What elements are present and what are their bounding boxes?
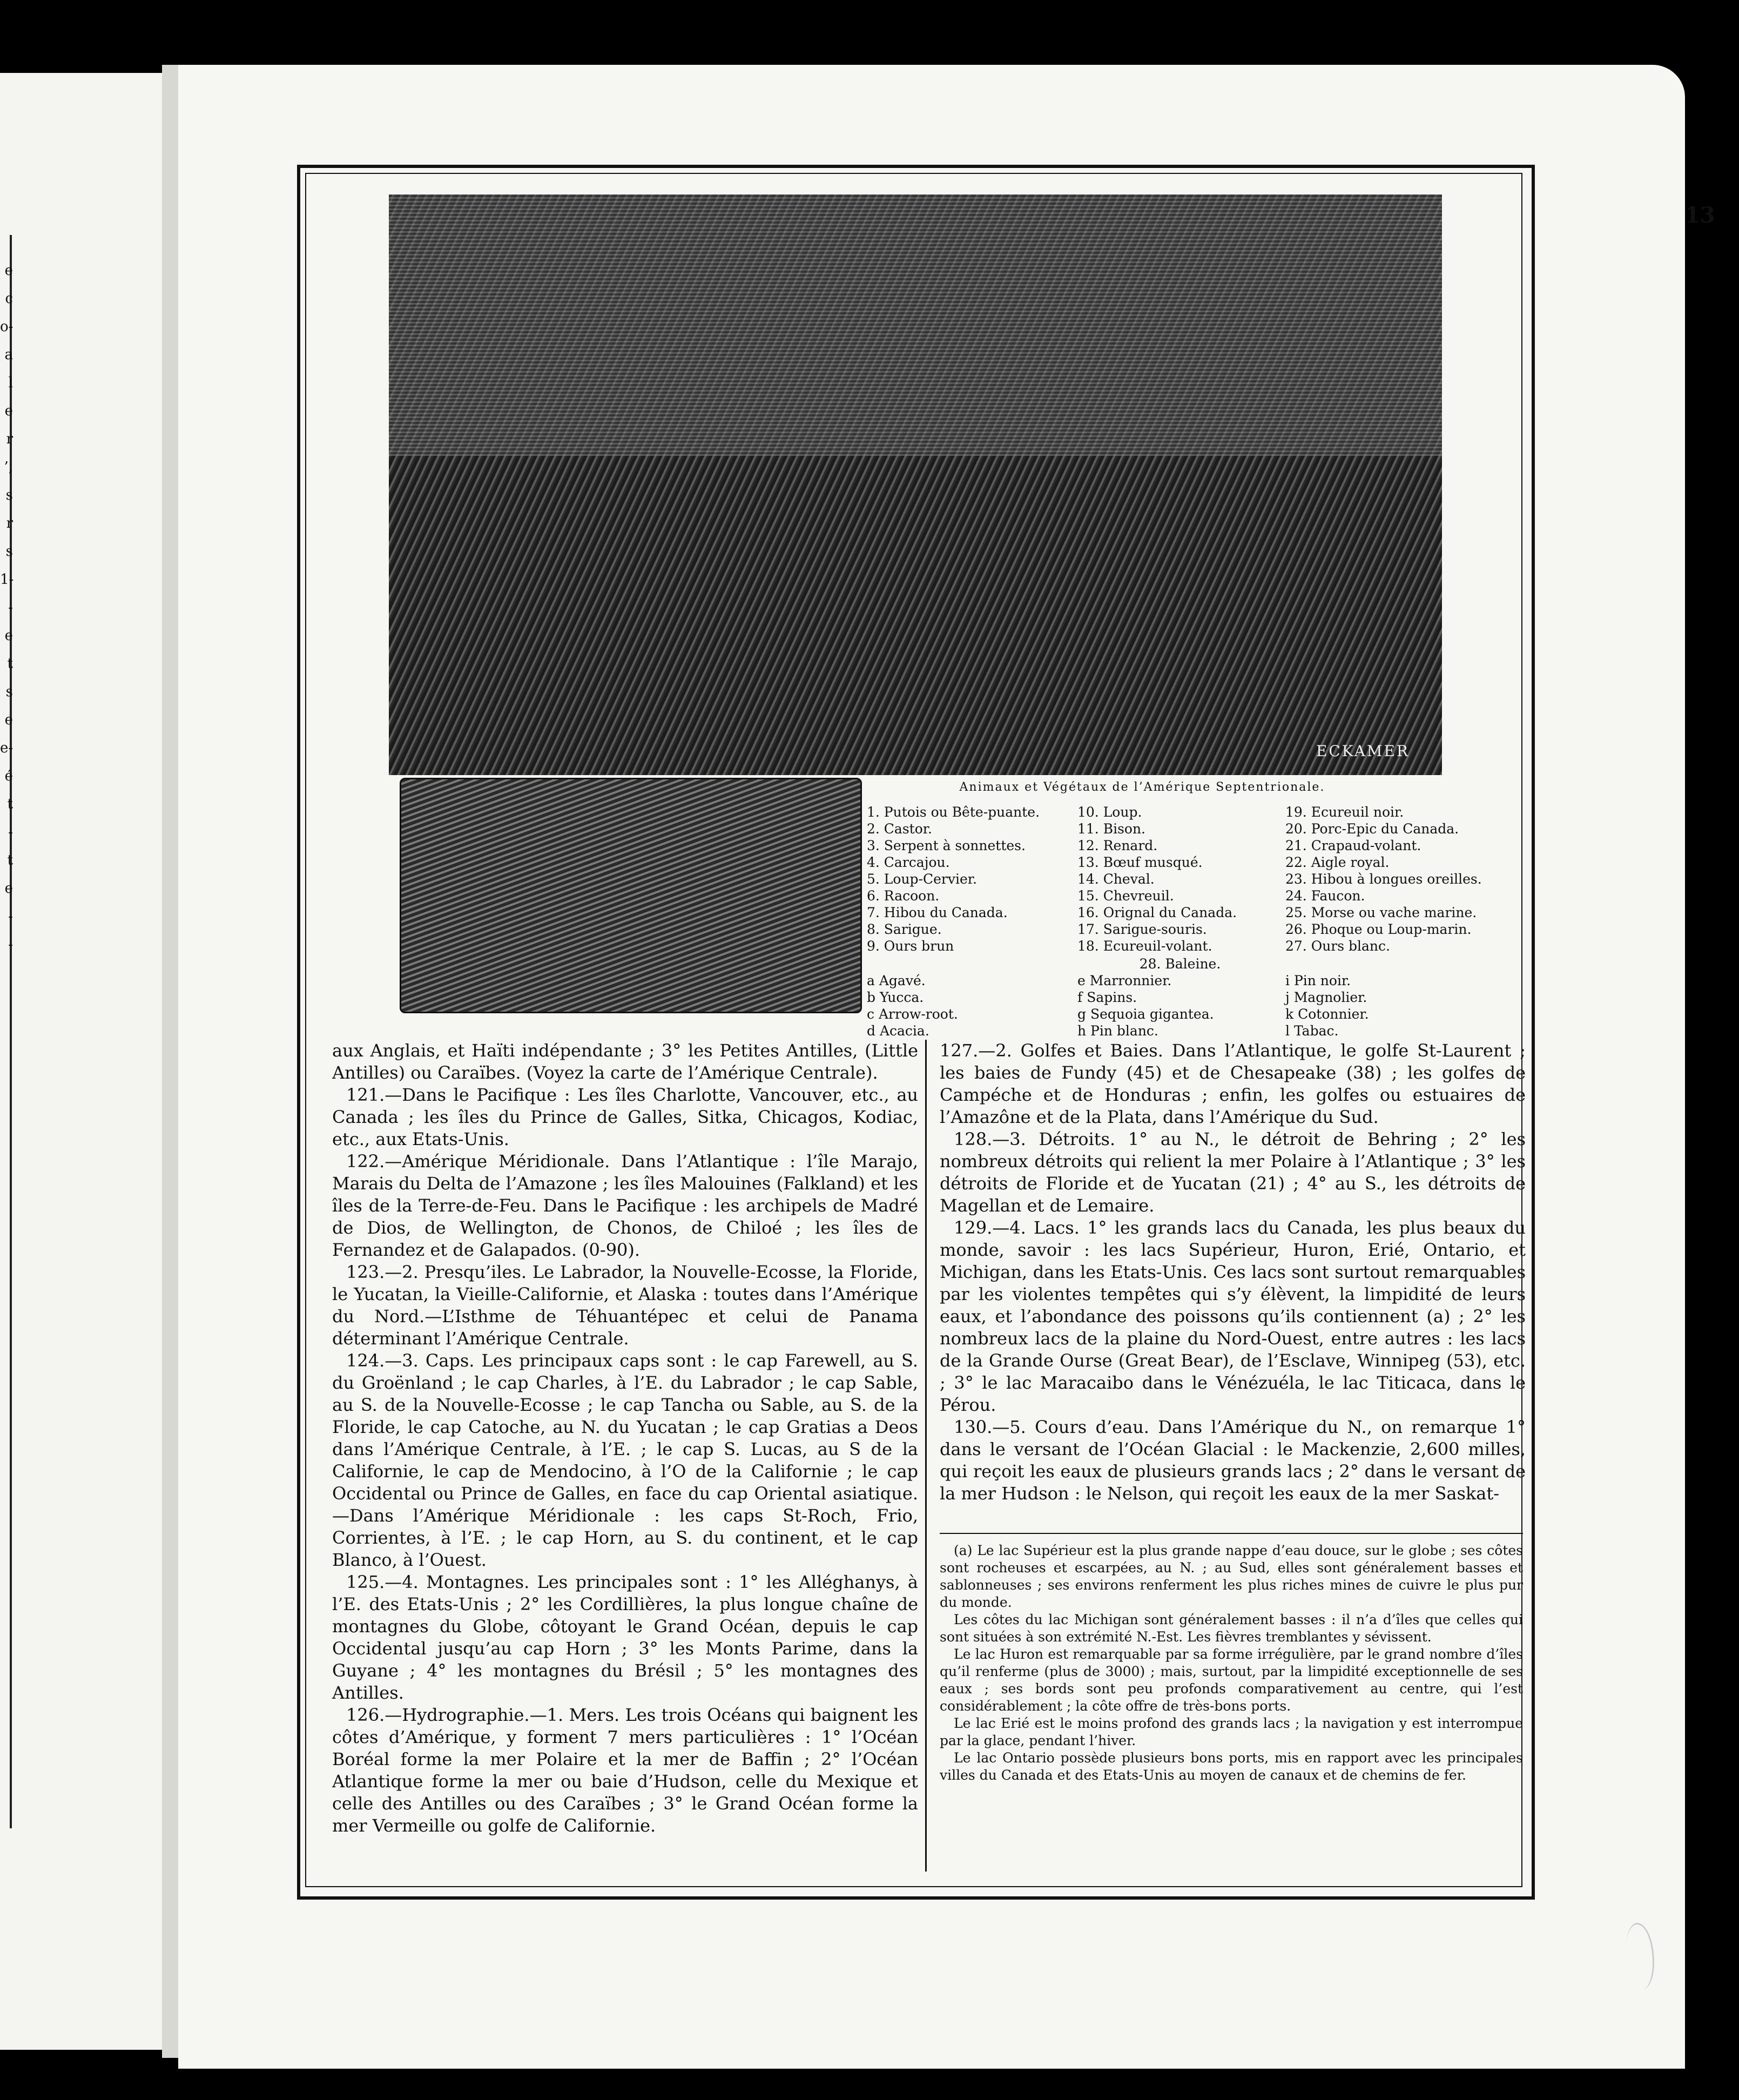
legend-center-item: 28. Baleine.: [1139, 956, 1221, 972]
legend-item: 3. Serpent à sonnettes.: [867, 838, 1026, 853]
legend-item: 6. Racoon.: [867, 888, 940, 904]
plant-item: h Pin blanc.: [1077, 1023, 1158, 1039]
engraving-illustration: [389, 194, 1442, 775]
plant-item: k Cotonnier.: [1285, 1006, 1369, 1022]
inset-illustration-arctic: [400, 778, 862, 1013]
legend-item: 25. Morse ou vache marine.: [1285, 905, 1477, 920]
legend-col-2: [1077, 804, 1237, 954]
legend-item: 12. Renard.: [1077, 838, 1158, 853]
left-page-letter: é: [4, 768, 13, 784]
left-page-letter: -: [8, 937, 13, 953]
footnote: Le lac Ontario possède plusieurs bons ports, mis en rapport avec les principales villes du Canada et des Etats-Unis au moyen de canaux et de chemins de fer.: [940, 1750, 1523, 1783]
plants-col-3: [1285, 972, 1369, 1039]
left-page-letter: 1-: [0, 571, 14, 588]
plants-col-1: [867, 972, 958, 1039]
legend-item: 26. Phoque ou Loup-marin.: [1285, 921, 1472, 937]
paragraph: 122.—Amérique Méridionale. Dans l’Atlantique : l’île Marajo, Marais du Delta de l’Amazone ; les îles Malouines (Falkland) et les îles de la Terre-de-Feu. Dans le Pacifique : les archipels de Madré de Dios, de Wellington, de Chonos, de Chiloé ; les îles de Fernandez et de Galapados. (0-90).: [332, 1151, 918, 1260]
plant-item: b Yucca.: [867, 990, 924, 1005]
legend-item: 11. Bison.: [1077, 821, 1146, 837]
paragraph: aux Anglais, et Haïti indépendante ; 3° les Petites Antilles, (Little Antilles) ou Caraïbes. (Voyez la carte de l’Amérique Centrale).: [332, 1040, 918, 1083]
legend-col-1: [867, 804, 1040, 954]
legend-item: 23. Hibou à longues oreilles.: [1285, 871, 1482, 887]
left-page-letter: r: [6, 515, 13, 531]
left-page-letter: s: [5, 487, 13, 503]
legend-item: 22. Aigle royal.: [1285, 854, 1390, 870]
paragraph: 123.—2. Presqu’iles. Le Labrador, la Nouvelle-Ecosse, la Floride, le Yucatan, la Vieille-Californie, et Alaska : toutes dans l’Amérique du Nord.—L’Isthme de Téhuantépec et celui de Panama déterminant l’Amérique Centrale.: [332, 1262, 918, 1349]
left-page-letter: s: [5, 684, 13, 700]
plant-item: a Agavé.: [867, 973, 926, 988]
left-page-letter: s: [5, 543, 13, 560]
footnotes: [940, 1542, 1523, 1784]
legend-item: 24. Faucon.: [1285, 888, 1365, 904]
left-page-letter: ’,: [4, 459, 13, 475]
left-page-letter: e-: [0, 740, 14, 756]
legend-item: 8. Sarigue.: [867, 921, 942, 937]
left-page-letter: r: [6, 431, 13, 447]
plant-item: j Magnolier.: [1285, 990, 1367, 1005]
left-page-letter: -: [8, 908, 13, 925]
legend-item: 13. Bœuf musqué.: [1077, 854, 1203, 870]
footnote: Les côtes du lac Michigan sont généralement basses : il n’a d’îles que celles qui sont situées à son extrémité N.-Est. Les fièvres tremblantes y sévissent.: [940, 1612, 1523, 1645]
footnote: Le lac Huron est remarquable par sa forme irrégulière, par le grand nombre d’îles qu’il renferme (plus de 3000) ; mais, surtout, par la limpidité exceptionnelle de ses eaux ; ses bords sont peu profonds comparativement au centre, qui l’est considérablement ; la côte offre de très-bons ports.: [940, 1646, 1523, 1714]
plants-col-2: [1077, 972, 1214, 1039]
legend-item: 1. Putois ou Bête-puante.: [867, 804, 1040, 820]
legend-item: 18. Ecureuil-volant.: [1077, 938, 1212, 954]
plant-item: d Acacia.: [867, 1023, 929, 1039]
left-page-letter: l: [8, 375, 13, 391]
left-page-letter: o-: [0, 319, 14, 335]
left-page-letter: e: [4, 628, 13, 644]
text-column-left: [332, 1040, 918, 1837]
legend-item: 19. Ecureuil noir.: [1285, 804, 1404, 820]
legend-item: 2. Castor.: [867, 821, 932, 837]
plant-item: c Arrow-root.: [867, 1006, 958, 1022]
left-page: [0, 73, 162, 2050]
plant-item: l Tabac.: [1285, 1023, 1339, 1039]
legend-item: 21. Crapaud-volant.: [1285, 838, 1421, 853]
legend-item: 16. Orignal du Canada.: [1077, 905, 1237, 920]
page-number: 13: [1685, 203, 1715, 228]
legend-item: 5. Loup-Cervier.: [867, 871, 977, 887]
footnote-rule: [940, 1533, 1523, 1534]
paragraph: 125.—4. Montagnes. Les principales sont : 1° les Alléghanys, à l’E. des Etats-Unis ; 2° les Cordillières, la plus longue chaîne de montagnes du Globe, côtoyant le Grand Océan, depuis le cap Occidental jusqu’au cap Horn ; 3° les Monts Parime, dans la Guyane ; 4° les montagnes du Brésil ; 5° les montagnes des Antilles.: [332, 1572, 918, 1703]
plant-item: e Marronnier.: [1077, 973, 1172, 988]
legend-item: 14. Cheval.: [1077, 871, 1155, 887]
paragraph: 127.—2. Golfes et Baies. Dans l’Atlantique, le golfe St-Laurent ; les baies de Fundy (45) et de Chesapeake (38) ; les golfes de Campéche et de Honduras ; enfin, les golfes ou estuaires de l’Amazône et de la Plata, dans l’Amérique du Sud.: [940, 1040, 1526, 1127]
left-page-text-fragments: [0, 257, 13, 959]
legend-col-3: [1285, 804, 1482, 954]
left-page-letter: t: [7, 656, 13, 672]
left-page-letter: a: [4, 347, 13, 363]
legend-item: 17. Sarigue-souris.: [1077, 921, 1207, 937]
legend-item: 15. Chevreuil.: [1077, 888, 1174, 904]
left-page-letter: e: [4, 262, 13, 279]
column-divider: [925, 1040, 927, 1872]
paragraph: 130.—5. Cours d’eau. Dans l’Amérique du N., on remarque 1° dans le versant de l’Océan Glacial : le Mackenzie, 2,600 milles, qui reçoit les eaux de plusieurs grands lacs ; 2° dans le versant de la mer Hudson : le Nelson, qui reçoit les eaux de la mer Saskat-: [940, 1417, 1526, 1504]
legend-item: 7. Hibou du Canada.: [867, 905, 1008, 920]
left-page-letter: -: [8, 824, 13, 840]
footnote: (a) Le lac Supérieur est la plus grande nappe d’eau douce, sur le globe ; ses côtes sont rocheuses et escarpées, au N. ; au Sud, elles sont généralement basses et sablonneuses ; ses environs renferment les plus riches mines de cuivre le plus pur du monde.: [940, 1543, 1523, 1610]
left-page-letter: t: [7, 796, 13, 812]
footnote: Le lac Erié est le moins profond des grands lacs ; la navigation y est interrompue par la glace, pendant l’hiver.: [940, 1715, 1523, 1748]
paragraph: 128.—3. Détroits. 1° au N., le détroit de Behring ; 2° les nombreux détroits qui relient la mer Polaire à l’Atlantique ; 3° les détroits de Floride et de Yucatan (21) ; 4° au S., les détroits de Magellan et de Lemaire.: [940, 1129, 1526, 1216]
legend-item: 20. Porc-Epic du Canada.: [1285, 821, 1459, 837]
left-page-letter: c: [5, 291, 13, 307]
book-gutter: [162, 65, 178, 2058]
legend-item: 27. Ours blanc.: [1285, 938, 1390, 954]
legend-item: 9. Ours brun: [867, 938, 954, 954]
paragraph: 121.—Dans le Pacifique : Les îles Charlotte, Vancouver, etc., au Canada ; les îles du Prince de Galles, Sitka, Chicagos, Kodiac, etc., aux Etats-Unis.: [332, 1085, 918, 1149]
caption-title: Animaux et Végétaux de l’Amérique Septentrionale.: [959, 780, 1325, 794]
left-page-letter: t: [7, 852, 13, 869]
left-page-letter: e: [4, 403, 13, 419]
plant-item: g Sequoia gigantea.: [1077, 1006, 1214, 1022]
engraving-sky: [389, 194, 1442, 456]
paragraph: 129.—4. Lacs. 1° les grands lacs du Canada, les plus beaux du monde, savoir : les lacs Supérieur, Huron, Erié, Ontario, et Michigan, dans les Etats-Unis. Ces lacs sont surtout remarquables par les violentes tempêtes qui s’y élèvent, la limpidité de leurs eaux, et l’abondance des poissons qu’ils contiennent (a) ; 2° les nombreux lacs de la plaine du Nord-Ouest, entre autres : les lacs de la Grande Ourse (Great Bear), de l’Esclave, Winnipeg (53), etc. ; 3° le lac Maracaibo dans le Vénézuéla, le lac Titicaca, dans le Pérou.: [940, 1217, 1526, 1415]
left-page-letter: e: [4, 880, 13, 897]
paragraph: 126.—Hydrographie.—1. Mers. Les trois Océans qui baignent les côtes d’Amérique, y forment 7 mers particulières : 1° l’Océan Boréal forme la mer Polaire et la mer de Baffin ; 2° l’Océan Atlantique forme la mer ou baie d’Hudson, celle du Mexique et celle des Antilles ou des Caraïbes ; 3° le Grand Océan forme la mer Vermeille ou golfe de Californie.: [332, 1705, 918, 1836]
text-column-right: [940, 1040, 1526, 1505]
paragraph: 124.—3. Caps. Les principaux caps sont : le cap Farewell, au S. du Groënland ; le cap Charles, à l’E. du Labrador ; le cap Sable, au S. de la Nouvelle-Ecosse ; le cap Tancha ou Sable, au S. de la Floride, le cap Catoche, au N. du Yucatan ; le cap Gratias a Deos dans l’Amérique Centrale, à l’E. ; le cap S. Lucas, au S de la Californie, le cap de Mendocino, à l’O de la Californie ; le cap Occidental ou Prince de Galles, en face du cap Oriental asiatique.—Dans l’Amérique Méridionale : les caps St-Roch, Frio, Corrientes, à l’E. ; le cap Horn, au S. du continent, et le cap Blanco, à l’Ouest.: [332, 1350, 918, 1570]
plant-item: f Sapins.: [1077, 990, 1137, 1005]
left-page-letter: e: [4, 712, 13, 728]
engraver-signature: ECKAMER: [1316, 742, 1410, 760]
left-page-letter: -: [8, 600, 13, 616]
legend-item: 10. Loup.: [1077, 804, 1142, 820]
plant-item: i Pin noir.: [1285, 973, 1351, 988]
legend-item: 4. Carcajou.: [867, 854, 950, 870]
